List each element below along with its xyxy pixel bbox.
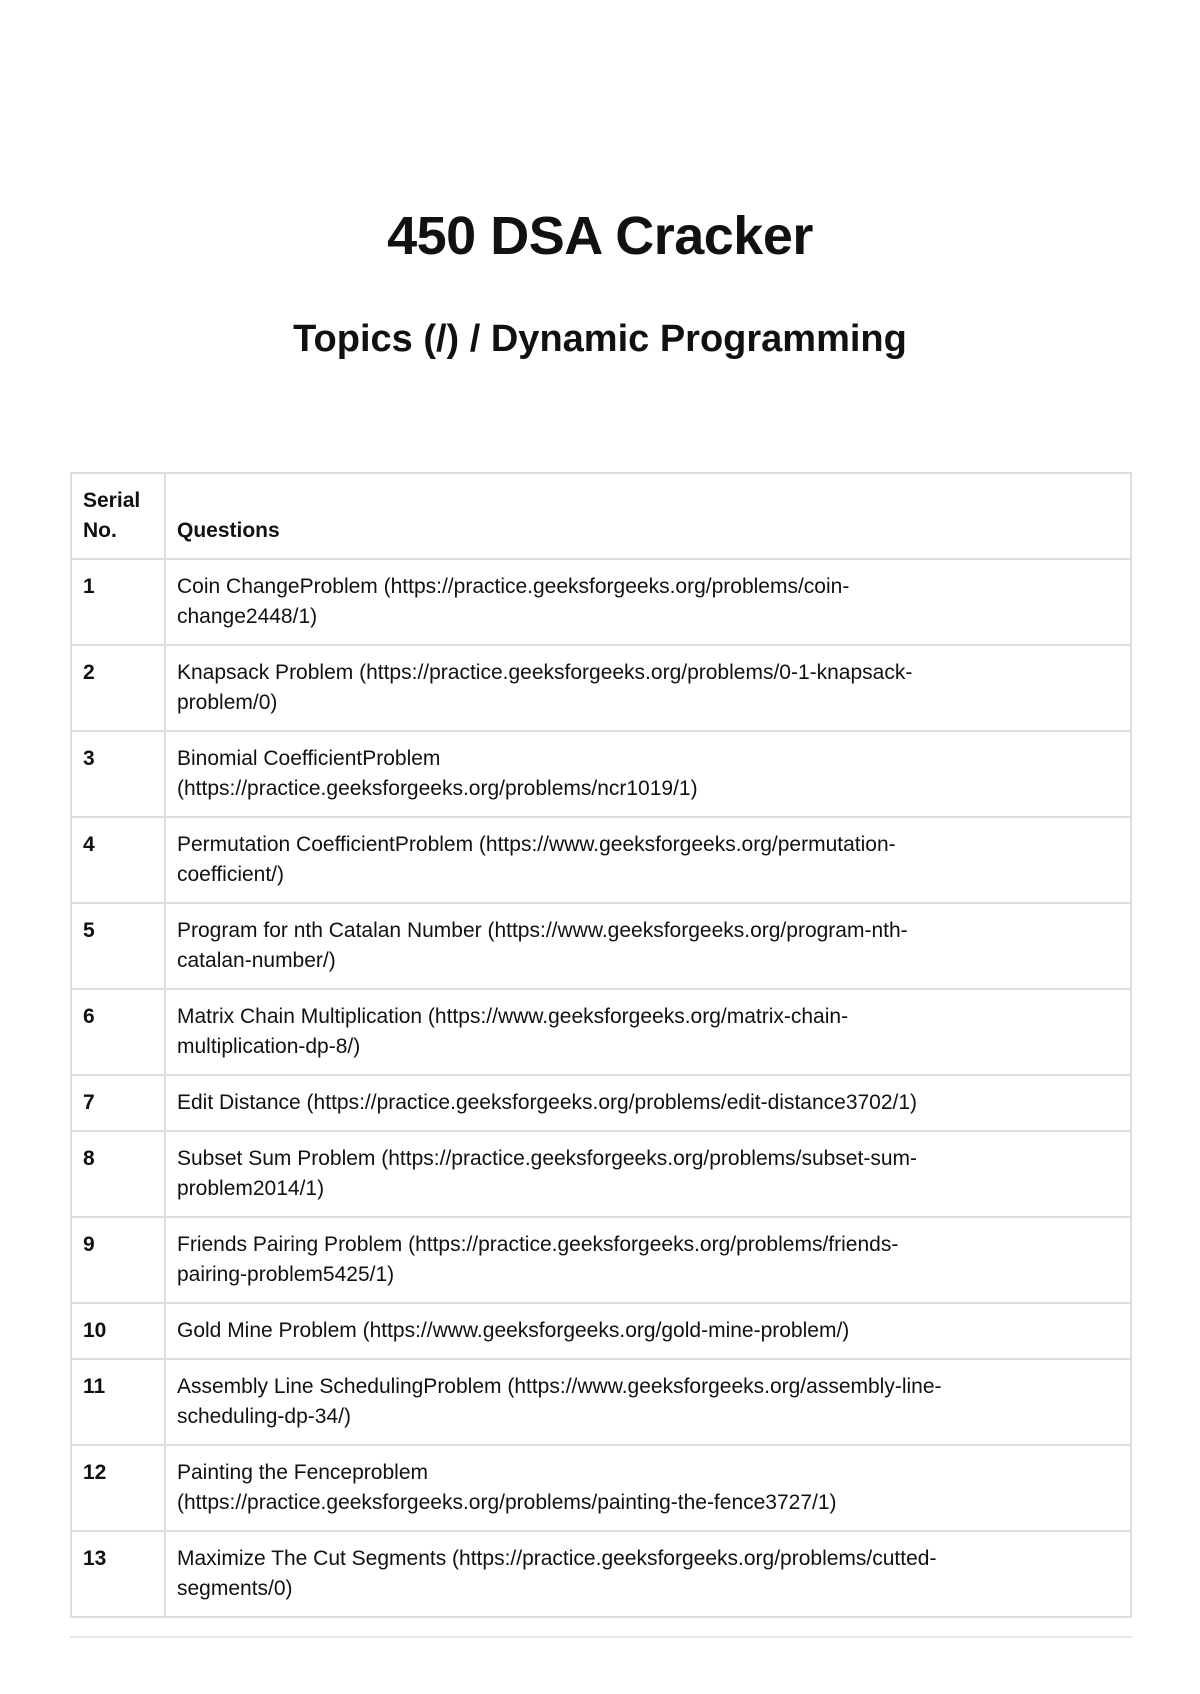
question-cell[interactable] (165, 1531, 1131, 1617)
question-link-text[interactable]: Knapsack Problem (https://practice.geeksforgeeks.org/problems/0-1-knapsack- (177, 661, 913, 684)
table-row (71, 1131, 1131, 1217)
question-link-text[interactable]: Subset Sum Problem (https://practice.geeksforgeeks.org/problems/subset-sum- (177, 1147, 917, 1170)
table-row (71, 559, 1131, 645)
table-header-row (71, 473, 1131, 559)
serial-cell: 12 (71, 1445, 165, 1531)
breadcrumb-subtitle: Topics (/) / Dynamic Programming (293, 318, 907, 360)
divider (70, 1636, 1132, 1638)
question-link-text[interactable]: Edit Distance (https://practice.geeksforgeeks.org/problems/edit-distance3702/1) (177, 1091, 918, 1114)
question-link-text[interactable]: Friends Pairing Problem (https://practice.geeksforgeeks.org/problems/friends- (177, 1233, 899, 1256)
question-cell[interactable] (165, 1359, 1131, 1445)
serial-header-line: Serial (83, 489, 141, 512)
question-cell[interactable] (165, 1445, 1131, 1531)
table-row (71, 1445, 1131, 1531)
serial-cell: 2 (71, 645, 165, 731)
question-link-text[interactable]: Coin ChangeProblem (https://practice.geeksforgeeks.org/problems/coin- (177, 575, 850, 598)
question-cell[interactable] (165, 1217, 1131, 1303)
table-row (71, 989, 1131, 1075)
question-link-text[interactable]: change2448/1) (177, 605, 318, 628)
question-cell[interactable] (165, 817, 1131, 903)
question-link-text[interactable]: (https://practice.geeksforgeeks.org/problems/painting-the-fence3727/1) (177, 1491, 837, 1514)
question-link-text[interactable]: scheduling-dp-34/) (177, 1405, 351, 1428)
serial-cell: 1 (71, 559, 165, 645)
table-row (71, 903, 1131, 989)
question-cell[interactable] (165, 903, 1131, 989)
question-link-text[interactable]: Painting the Fenceproblem (177, 1461, 428, 1484)
question-link-text[interactable]: Permutation CoefficientProblem (https://www.geeksforgeeks.org/permutation- (177, 833, 896, 856)
question-link-text[interactable]: Matrix Chain Multiplication (https://www.geeksforgeeks.org/matrix-chain- (177, 1005, 849, 1028)
questions-table (70, 472, 1132, 1618)
table-row (71, 817, 1131, 903)
table-row (71, 1531, 1131, 1617)
serial-cell: 11 (71, 1359, 165, 1445)
serial-cell: 5 (71, 903, 165, 989)
question-link-text[interactable]: problem2014/1) (177, 1177, 325, 1200)
serial-cell: 8 (71, 1131, 165, 1217)
serial-header (71, 473, 165, 559)
question-link-text[interactable]: Binomial CoefficientProblem (177, 747, 441, 770)
table-row (71, 1075, 1131, 1131)
question-link-text[interactable]: (https://practice.geeksforgeeks.org/problems/ncr1019/1) (177, 777, 698, 800)
serial-cell: 6 (71, 989, 165, 1075)
question-cell[interactable] (165, 1075, 1131, 1131)
page-title: 450 DSA Cracker (387, 206, 813, 266)
serial-cell: 9 (71, 1217, 165, 1303)
question-cell[interactable] (165, 989, 1131, 1075)
question-link-text[interactable]: Maximize The Cut Segments (https://practice.geeksforgeeks.org/problems/cutted- (177, 1547, 937, 1570)
serial-cell: 3 (71, 731, 165, 817)
serial-cell: 13 (71, 1531, 165, 1617)
question-link-text[interactable]: problem/0) (177, 691, 278, 714)
table-row (71, 645, 1131, 731)
question-link-text[interactable]: catalan-number/) (177, 949, 336, 972)
table-row (71, 1217, 1131, 1303)
serial-cell: 4 (71, 817, 165, 903)
question-cell[interactable] (165, 1131, 1131, 1217)
question-link-text[interactable]: pairing-problem5425/1) (177, 1263, 395, 1286)
question-link-text[interactable]: multiplication-dp-8/) (177, 1035, 361, 1058)
question-link-text[interactable]: segments/0) (177, 1577, 293, 1600)
question-cell[interactable] (165, 731, 1131, 817)
table-row (71, 1303, 1131, 1359)
table-row (71, 1359, 1131, 1445)
table-row (71, 731, 1131, 817)
serial-cell: 7 (71, 1075, 165, 1131)
question-cell[interactable] (165, 559, 1131, 645)
serial-header-line: No. (83, 519, 117, 542)
question-cell[interactable] (165, 1303, 1131, 1359)
serial-cell: 10 (71, 1303, 165, 1359)
question-link-text[interactable]: Assembly Line SchedulingProblem (https://www.geeksforgeeks.org/assembly-line- (177, 1375, 942, 1398)
question-link-text[interactable]: Program for nth Catalan Number (https://www.geeksforgeeks.org/program-nth- (177, 919, 908, 942)
question-link-text[interactable]: coefficient/) (177, 863, 284, 886)
questions-header: Questions (165, 473, 1131, 559)
question-cell[interactable] (165, 645, 1131, 731)
question-link-text[interactable]: Gold Mine Problem (https://www.geeksforgeeks.org/gold-mine-problem/) (177, 1319, 850, 1342)
